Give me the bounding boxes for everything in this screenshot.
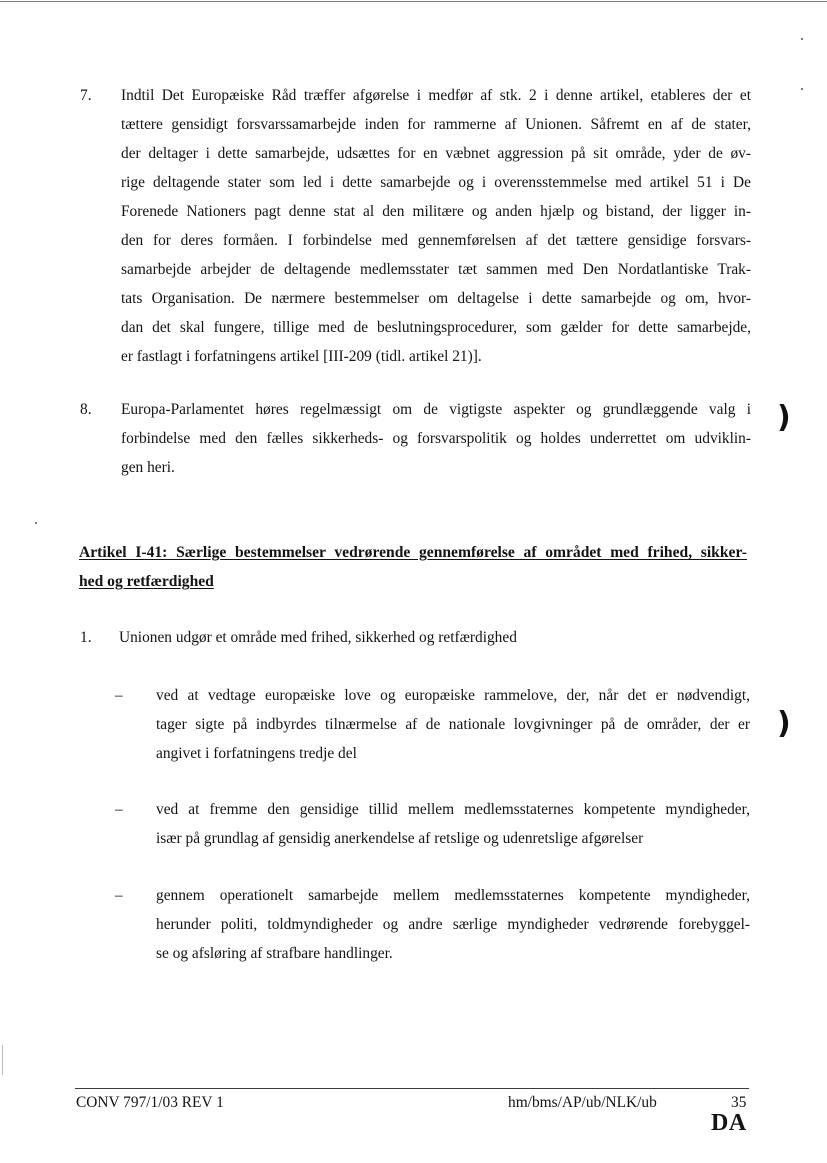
footer-doc-ref: CONV 797/1/03 REV 1 [76, 1094, 224, 1111]
paragraph-7-line: tættere gensidigt forsvarssamarbejde inden for rammerne af Unionen. Såfremt en af de stater, [121, 116, 751, 133]
paragraph-7-number: 7. [80, 87, 92, 104]
bullet-line: herunder politi, toldmyndigheder og andre særlige myndigheder vedrørende forebyggel- [156, 916, 750, 933]
scan-speck [801, 88, 803, 90]
paragraph-7-line: rige deltagende stater som led i dette samarbejde og i overensstemmelse med artikel 51 i De [121, 174, 751, 191]
binder-hole-mark: ) [777, 706, 791, 741]
scan-speck [801, 38, 803, 40]
paragraph-7-line: Indtil Det Europæiske Råd træffer afgørelse i medfør af stk. 2 i denne artikel, etableres der et [121, 87, 751, 104]
bullet-item [156, 681, 750, 768]
footer-language-code: DA [711, 1110, 747, 1136]
scan-speck [35, 522, 37, 524]
paragraph-7-line: er fastlagt i forfatningens artikel [III-209 (tidl. artikel 21)]. [121, 348, 482, 365]
bullet-line: især på grundlag af gensidig anerkendelse af retslige og udenretslige afgørelser [156, 830, 644, 847]
paragraph-7-line: den for deres formåen. I forbindelse med gennemførelsen af det tættere gensidige forsvars- [121, 232, 751, 249]
paragraph-7-line: samarbejde arbejder de deltagende medlemsstater tæt sammen med Den Nordatlantiske Trak- [121, 261, 751, 278]
paragraph-7-line: dan det skal fungere, tillige med de beslutningsprocedurer, som gælder for dette samarbejde, [121, 319, 751, 336]
paragraph-8-text [121, 395, 751, 482]
bullet-dash: – [115, 687, 123, 704]
bullet-item [156, 881, 750, 968]
bullet-dash: – [115, 887, 123, 904]
paragraph-7-line: tats Organisation. De nærmere bestemmelser om deltagelse i dette samarbejde og om, hvor- [121, 290, 751, 307]
paragraph-8-line: Europa-Parlamentet høres regelmæssigt om de vigtigste aspekter og grundlæggende valg i [121, 401, 751, 418]
bullet-item [156, 795, 750, 853]
bullet-line: tager sigte på indbyrdes tilnærmelse af de nationale lovgivninger på de områder, der er [156, 716, 750, 733]
left-scan-mark [2, 1045, 3, 1075]
paragraph-8-number: 8. [80, 401, 92, 418]
section-1-number: 1. [80, 629, 92, 646]
paragraph-8-line: gen heri. [121, 459, 175, 476]
footer-page-number: 35 [731, 1094, 747, 1111]
binder-hole-mark: ) [777, 400, 791, 435]
bullet-line: ved at fremme den gensidige tillid mellem medlemsstaternes kompetente myndigheder, [156, 801, 750, 818]
article-heading-line: hed og retfærdighed [79, 573, 214, 590]
section-1-intro: Unionen udgør et område med frihed, sikkerhed og retfærdighed [119, 629, 517, 646]
footer-rule [75, 1088, 749, 1089]
article-heading [79, 539, 747, 597]
bullet-line: angivet i forfatningens tredje del [156, 745, 357, 762]
top-scan-rule [0, 1, 827, 2]
paragraph-7-line: Forenede Nationers pagt denne stat al den militære og anden hjælp og bistand, der ligger in- [121, 203, 751, 220]
bullet-line: gennem operationelt samarbejde mellem medlemsstaternes kompetente myndigheder, [156, 887, 750, 904]
article-heading-line: Artikel I-41: Særlige bestemmelser vedrørende gennemførelse af området med frihed, sikker- [79, 544, 747, 561]
bullet-line: se og afsløring af strafbare handlinger. [156, 945, 393, 962]
bullet-dash: – [115, 801, 123, 818]
paragraph-7-text [121, 81, 751, 371]
footer-initials: hm/bms/AP/ub/NLK/ub [508, 1094, 657, 1111]
bullet-line: ved at vedtage europæiske love og europæiske rammelove, der, når det er nødvendigt, [156, 687, 750, 704]
paragraph-8-line: forbindelse med den fælles sikkerheds- og forsvarspolitik og holdes underrettet om udviklin- [121, 430, 751, 447]
paragraph-7-line: der deltager i dette samarbejde, udsættes for en væbnet aggression på sit område, yder de øv- [121, 145, 751, 162]
